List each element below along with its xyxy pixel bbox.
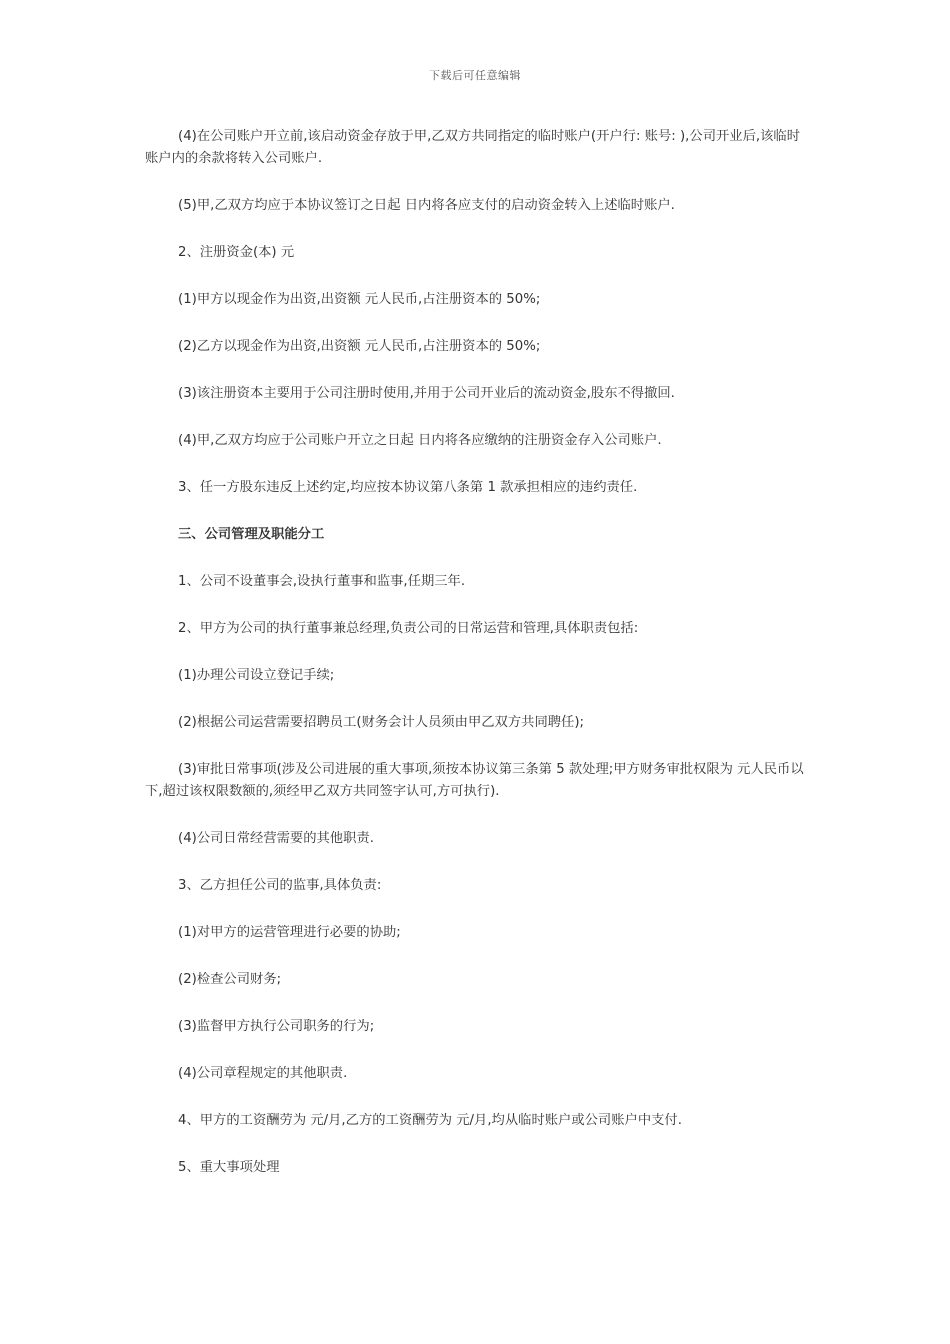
paragraph: (4)公司日常经营需要的其他职责. bbox=[178, 831, 374, 846]
paragraph: (1)对甲方的运营管理进行必要的协助; bbox=[178, 925, 401, 940]
paragraph: (3)监督甲方执行公司职务的行为; bbox=[178, 1019, 375, 1034]
paragraph: 2、甲方为公司的执行董事兼总经理,负责公司的日常运营和管理,具体职责包括: bbox=[178, 621, 639, 636]
paragraph: (4)公司章程规定的其他职责. bbox=[178, 1066, 348, 1081]
paragraph: (2)乙方以现金作为出资,出资额 元人民币,占注册资本的 50%; bbox=[178, 339, 541, 354]
paragraph: 4、甲方的工资酬劳为 元/月,乙方的工资酬劳为 元/月,均从临时账户或公司账户中支付. bbox=[178, 1113, 682, 1128]
paragraph: (2)根据公司运营需要招聘员工(财务会计人员须由甲乙双方共同聘任); bbox=[178, 715, 585, 730]
paragraph: (3)该注册资本主要用于公司注册时使用,并用于公司开业后的流动资金,股东不得撤回. bbox=[178, 386, 675, 401]
document-body bbox=[145, 126, 810, 1204]
paragraph: (2)检查公司财务; bbox=[178, 972, 282, 987]
paragraph: 2、注册资金(本) 元 bbox=[178, 245, 295, 260]
paragraph: (3)审批日常事项(涉及公司进展的重大事项,须按本协议第三条第 5 款处理;甲方财务审批权限为 元人民币以下,超过该权限数额的,须经甲乙双方共同签字认可,方可执行). bbox=[145, 762, 804, 799]
page-header: 下载后可任意编辑 bbox=[429, 69, 521, 82]
paragraph: (5)甲,乙双方均应于本协议签订之日起 日内将各应支付的启动资金转入上述临时账户. bbox=[178, 198, 675, 213]
paragraph: (4)在公司账户开立前,该启动资金存放于甲,乙双方共同指定的临时账户(开户行: 账号: ),公司开业后,该临时账户内的余款将转入公司账户. bbox=[145, 129, 800, 166]
paragraph: 3、乙方担任公司的监事,具体负责: bbox=[178, 878, 382, 893]
paragraph: (4)甲,乙双方均应于公司账户开立之日起 日内将各应缴纳的注册资金存入公司账户. bbox=[178, 433, 662, 448]
section-heading: 三、公司管理及职能分工 bbox=[178, 527, 325, 542]
paragraph: 1、公司不设董事会,设执行董事和监事,任期三年. bbox=[178, 574, 466, 589]
paragraph: 3、任一方股东违反上述约定,均应按本协议第八条第 1 款承担相应的违约责任. bbox=[178, 480, 638, 495]
paragraph: (1)甲方以现金作为出资,出资额 元人民币,占注册资本的 50%; bbox=[178, 292, 541, 307]
paragraph: 5、重大事项处理 bbox=[178, 1160, 280, 1175]
paragraph: (1)办理公司设立登记手续; bbox=[178, 668, 335, 683]
